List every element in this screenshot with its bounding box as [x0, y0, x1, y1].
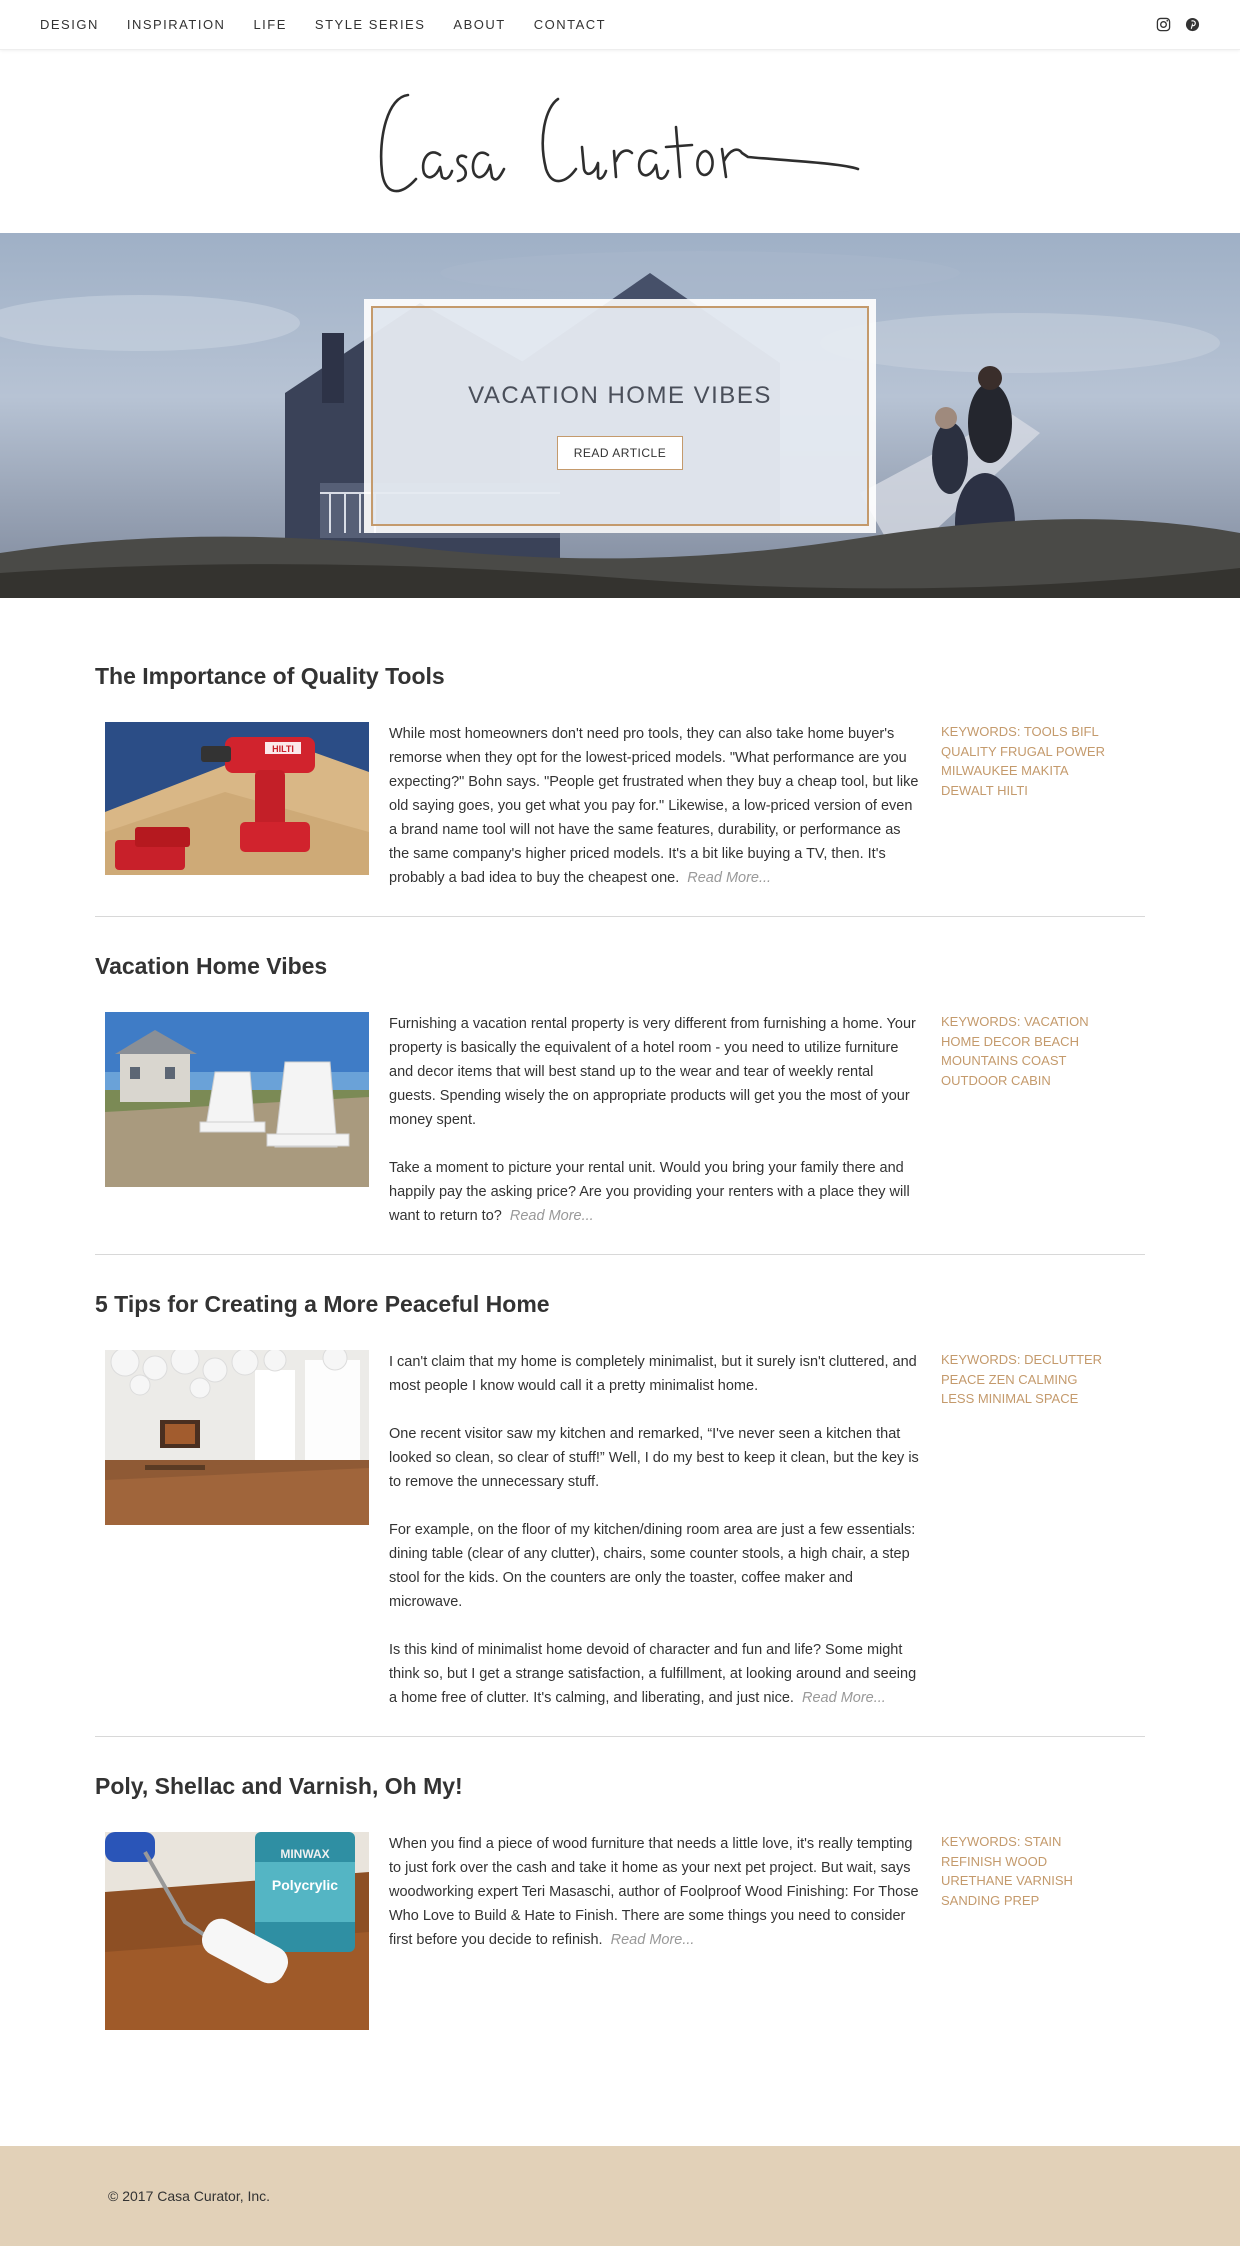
post-paragraph: Furnishing a vacation rental property is very different from furnishing a home. Your property is basically the equivalent of a hotel room - you need to utilize furniture and decor items that will best stand up to the wear and tear of weekly rental guests. Spending wisely the on appropriate products will get you the most of your money spent.: [389, 1016, 916, 1128]
beach-chairs-photo: [105, 1012, 369, 1187]
hero-feature-card: [364, 299, 876, 533]
post-paragraph: One recent visitor saw my kitchen and remarked, “I've never seen a kitchen that looked so clean, so clear of stuff!” Well, I do my best to keep it clean, but the key is to remove the unnecessary stuff.: [389, 1426, 919, 1490]
post-keywords: KEYWORDS: TOOLS BIFL QUALITY FRUGAL POWER MILWAUKEE MAKITA DEWALT HILTI: [941, 724, 1105, 798]
post-paragraph: [389, 1832, 919, 1952]
post-row: [95, 1350, 1145, 1710]
site-footer: [0, 2146, 1240, 2246]
post-item: [95, 953, 1145, 1255]
post-paragraph: I can't claim that my home is completely minimalist, but it surely isn't cluttered, and most people I know would call it a pretty minimalist home.: [389, 1354, 917, 1394]
post-title[interactable]: Poly, Shellac and Varnish, Oh My!: [95, 1773, 463, 1799]
post-keywords: KEYWORDS: VACATION HOME DECOR BEACH MOUNTAINS COAST OUTDOOR CABIN: [941, 1014, 1089, 1088]
post-paragraph: [389, 1156, 919, 1228]
read-more-link[interactable]: Read More...: [610, 1932, 695, 1948]
hero-card-inner: [371, 306, 869, 526]
post-row: [95, 722, 1145, 890]
instagram-icon[interactable]: [1156, 17, 1171, 32]
post-thumbnail[interactable]: [105, 1350, 369, 1525]
nav-link-contact[interactable]: CONTACT: [533, 17, 607, 32]
post-thumbnail[interactable]: [105, 1012, 369, 1187]
hero-banner: [0, 233, 1240, 598]
post-title[interactable]: Vacation Home Vibes: [95, 953, 328, 979]
nav-links: [40, 17, 606, 32]
post-excerpt: [389, 1012, 919, 1228]
drill-brand-label: HILTI: [272, 744, 294, 754]
nav-link-style-series[interactable]: STYLE SERIES: [314, 17, 426, 32]
post-item: [95, 1773, 1145, 2056]
nav-link-design[interactable]: DESIGN: [40, 17, 99, 32]
casa-curator-signature-logo: [370, 77, 870, 207]
post-thumbnail[interactable]: [105, 1832, 369, 2030]
cordless-drill-photo: [105, 722, 369, 875]
post-item: [95, 663, 1145, 917]
social-icons: [1156, 17, 1200, 32]
post-title[interactable]: The Importance of Quality Tools: [95, 663, 445, 689]
post-title[interactable]: 5 Tips for Creating a More Peaceful Home: [95, 1291, 550, 1317]
post-keywords: KEYWORDS: DECLUTTER PEACE ZEN CALMING LESS MINIMAL SPACE: [941, 1352, 1103, 1406]
top-nav: [0, 0, 1240, 50]
post-excerpt: [389, 722, 919, 890]
can-product-label: Polycrylic: [271, 1877, 339, 1893]
post-item: [95, 1291, 1145, 1737]
minimalist-room-photo: [105, 1350, 369, 1525]
post-excerpt: [389, 1350, 919, 1710]
pinterest-icon[interactable]: [1185, 17, 1200, 32]
site-logo[interactable]: [0, 50, 1240, 233]
read-more-link[interactable]: Read More...: [509, 1208, 594, 1224]
nav-link-inspiration[interactable]: INSPIRATION: [126, 17, 226, 32]
read-more-link[interactable]: Read More...: [802, 1690, 886, 1706]
nav-link-life[interactable]: LIFE: [253, 17, 287, 32]
post-excerpt: [389, 1832, 919, 1952]
read-article-button[interactable]: READ ARTICLE: [557, 436, 683, 470]
post-row: [95, 1832, 1145, 2030]
can-brand-label: MINWAX: [280, 1847, 330, 1861]
post-list: [0, 598, 1240, 2146]
hero-title: VACATION HOME VIBES: [468, 382, 772, 409]
post-row: [95, 1012, 1145, 1228]
paragraph-text: When you find a piece of wood furniture that needs a little love, it's really tempting to just fork over the cash and take it home as your next pet project. But wait, says woodworking expert Teri Masaschi, author of Foolproof Wood Finishing: For Those Who Love to Build & Hate to Finish. There are some things you need to consider first before you decide to refinish.: [389, 1836, 919, 1948]
post-paragraph: [389, 1638, 919, 1710]
read-more-link[interactable]: Read More...: [687, 870, 772, 886]
post-paragraph: For example, on the floor of my kitchen/dining room area are just a few essentials: dining table (clear of any clutter), chairs, some counter stools, a high chair, a step stool for the kids. On the counters are only the toaster, coffee maker and microwave.: [389, 1522, 916, 1610]
paragraph-text: Take a moment to picture your rental unit. Would you bring your family there and happily pay the asking price? Are you providing your renters with a place they will want to return to?: [389, 1160, 910, 1224]
post-keywords: KEYWORDS: STAIN REFINISH WOOD URETHANE VARNISH SANDING PREP: [941, 1834, 1073, 1908]
copyright-text: © 2017 Casa Curator, Inc.: [108, 2188, 271, 2204]
post-paragraph: [389, 722, 919, 890]
paragraph-text: Is this kind of minimalist home devoid of character and fun and life? Some might think so, but I get a strange satisfaction, a fulfillment, at looking around and seeing a home free of clutter. It's calming, and liberating, and just nice.: [389, 1642, 917, 1706]
nav-link-about[interactable]: ABOUT: [453, 17, 506, 32]
paragraph-text: While most homeowners don't need pro tools, they can also take home buyer's remorse when they opt for the lowest-priced models. "What performance are you expecting?" Bohn says. "People get frustrated when they buy a cheap tool, but like old saying goes, you get what you pay for." Likewise, a low-priced version of even a brand name tool will not have the same features, durability, or performance as the same company's higher priced models. It's a bit like buying a TV, then. It's probably a bad idea to buy the cheapest one.: [389, 726, 919, 886]
varnish-roller-photo: [105, 1832, 369, 2030]
post-thumbnail[interactable]: [105, 722, 369, 875]
